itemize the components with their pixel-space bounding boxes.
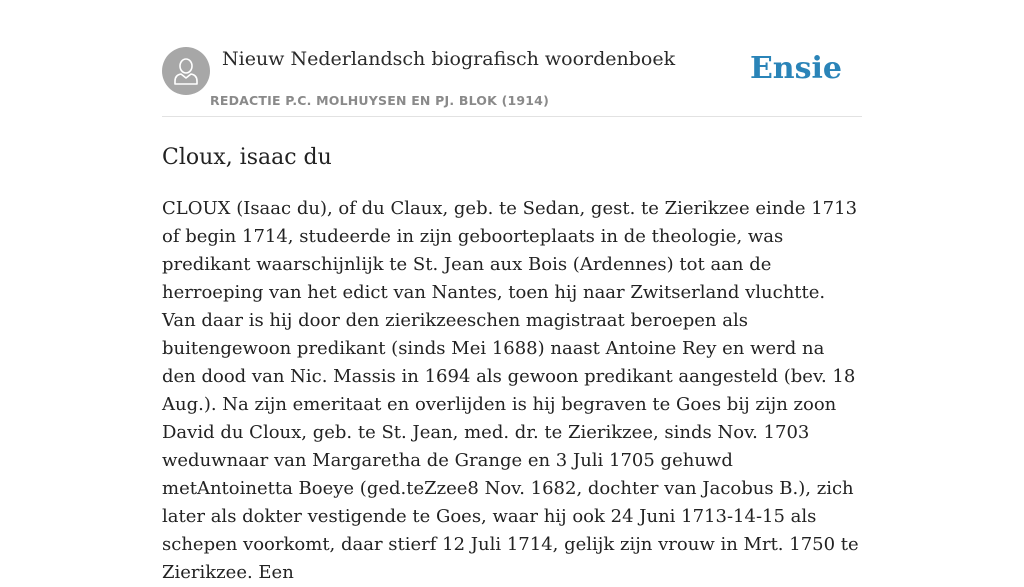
source-header (162, 0, 862, 117)
user-icon (173, 57, 199, 85)
entry-title: Cloux, isaac du (162, 145, 332, 170)
book-title[interactable]: Nieuw Nederlandsch biografisch woordenboek (222, 48, 676, 70)
brand-logo-link[interactable]: Ensie (749, 51, 842, 86)
book-subtitle: REDACTIE P.C. MOLHUYSEN EN PJ. BLOK (1914) (210, 93, 549, 108)
page-container (162, 0, 862, 587)
avatar (162, 47, 210, 95)
entry-body: CLOUX (Isaac du), of du Claux, geb. te Sedan, gest. te Zierikzee einde 1713 of begin 1714, studeerde in zijn geboorteplaats in de theologie, was predikant waarschijnlijk te St. Jean aux Bois (Ardennes) tot aan de herroeping van het edict van Nantes, toen hij naar Zwitserland vluchtte. Van daar is hij door den zierikzeeschen magistraat beroepen als buitengewoon predikant (sinds Mei 1688) naast Antoine Rey en werd na den dood van Nic. Massis in 1694 als gewoon predikant aangesteld (bev. 18 Aug.). Na zijn emeritaat en overlijden is hij begraven te Goes bij zijn zoon David du Cloux, geb. te St. Jean, med. dr. te Zierikzee, sinds Nov. 1703 weduwnaar van Margaretha de Grange en 3 Juli 1705 gehuwd metAntoinetta Boeye (ged.teZzee8 Nov. 1682, dochter van Jacobus B.), zich later als dokter vestigende te Goes, waar hij ook 24 Juni 1713-14-15 als schepen voorkomt, daar stierf 12 Juli 1714, gelijk zijn vrouw in Mrt. 1750 te Zierikzee. Een (162, 198, 859, 583)
